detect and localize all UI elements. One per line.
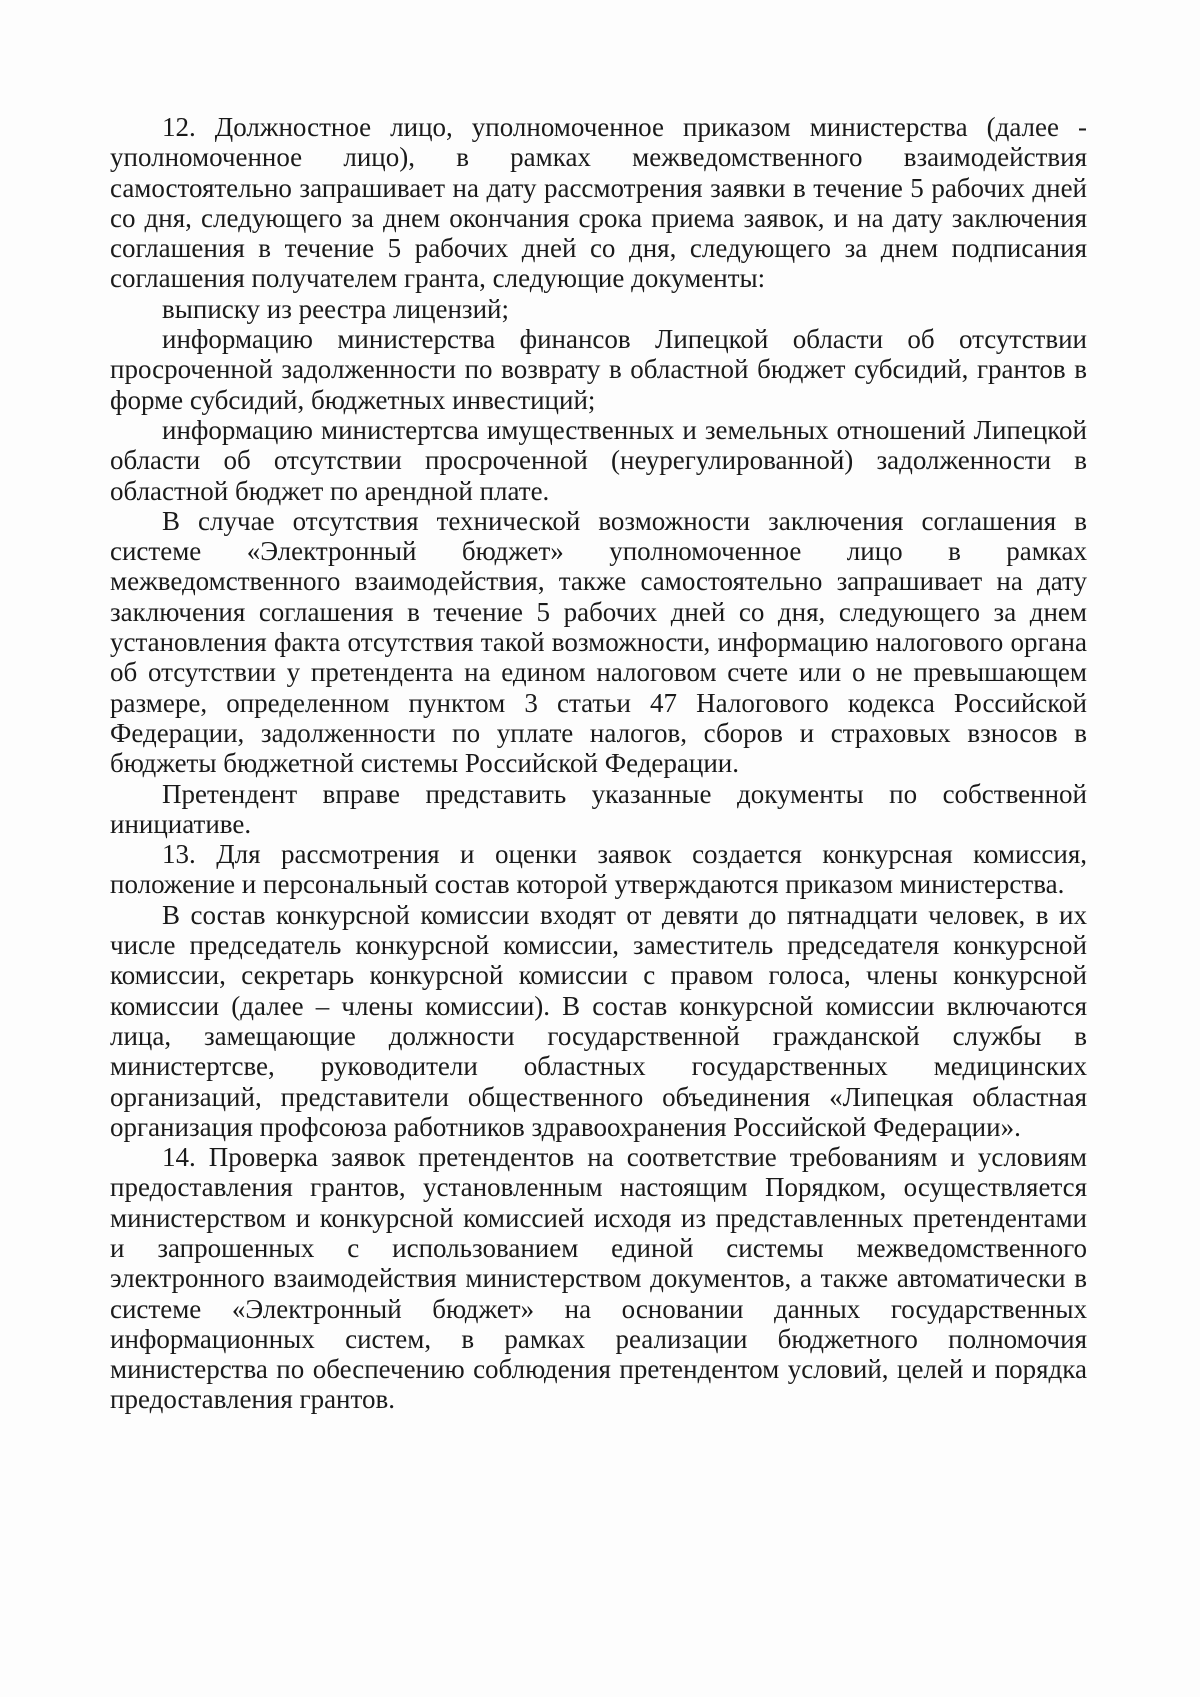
document-body [110, 112, 1087, 1415]
paragraph-property-ministry-info: информацию министертсва имущественных и земельных отношений Липецкой области об отсутствии просроченной (неурегулированной) задолженности в областной бюджет по арендной плате. [110, 414, 1087, 506]
paragraph-electronic-budget-case: В случае отсутствия технической возможности заключения соглашения в системе «Электронный бюджет» уполномоченное лицо в рамках межведомственного взаимодействия, также самостоятельно запрашивает на дату заключения соглашения в течение 5 рабочих дней со дня, следующего за днем установления факта отсутствия такой возможности, информацию налогового органа об отсутствии у претендента на едином налоговом счете или о не превышающем размере, определенном пунктом 3 статьи 47 Налогового кодекса Российской Федерации, задолженности по уплате налогов, сборов и страховых взносов в бюджеты бюджетной системы Российской Федерации. [110, 505, 1087, 779]
paragraph-own-initiative: Претендент вправе представить указанные документы по собственной инициативе. [110, 778, 1087, 839]
paragraph-14-verification: 14. Проверка заявок претендентов на соответствие требованиям и условиям предоставления грантов, установленным настоящим Порядком, осуществляется министерством и конкурсной комиссией исходя из представленных претендентами и запрошенных с использованием единой системы межведомственного электронного взаимодействия министерством документов, а также автоматически в системе «Электронный бюджет» на основании данных государственных информационных систем, в рамках реализации бюджетного полномочия министерства по обеспечению соблюдения претендентом условий, целей и порядка предоставления грантов. [110, 1142, 1087, 1415]
paragraph-license-registry: выписку из реестра лицензий; [162, 293, 509, 324]
paragraph-finance-ministry-info: информацию министерства финансов Липецкой области об отсутствии просроченной задолженности по возврату в областной бюджет субсидий, грантов в форме субсидий, бюджетных инвестиций; [110, 324, 1087, 415]
paragraph-commission-composition: В состав конкурсной комиссии входят от девяти до пятнадцати человек, в их числе председатель конкурсной комиссии, заместитель председателя конкурсной комиссии, секретарь конкурсной комиссии с правом голоса, члены конкурсной комиссии (далее – члены комиссии). В состав конкурсной комиссии включаются лица, замещающие должности государственной гражданской службы в министертсве, руководители областных государственных медицинских организаций, представители общественного объединения «Липецкая областная организация профсоюза работников здравоохранения Российской Федерации». [110, 899, 1087, 1142]
paragraph-13-commission: 13. Для рассмотрения и оценки заявок создается конкурсная комиссия, положение и персональный состав которой утверждаются приказом министерства. [110, 839, 1087, 900]
paragraph-12-intro: 12. Должностное лицо, уполномоченное приказом министерства (далее - уполномоченное лицо), в рамках межведомственного взаимодействия самостоятельно запрашивает на дату рассмотрения заявки в течение 5 рабочих дней со дня, следующего за днем окончания срока приема заявок, и на дату заключения соглашения в течение 5 рабочих дней со дня, следующего за днем подписания соглашения получателем гранта, следующие документы: [110, 112, 1087, 294]
